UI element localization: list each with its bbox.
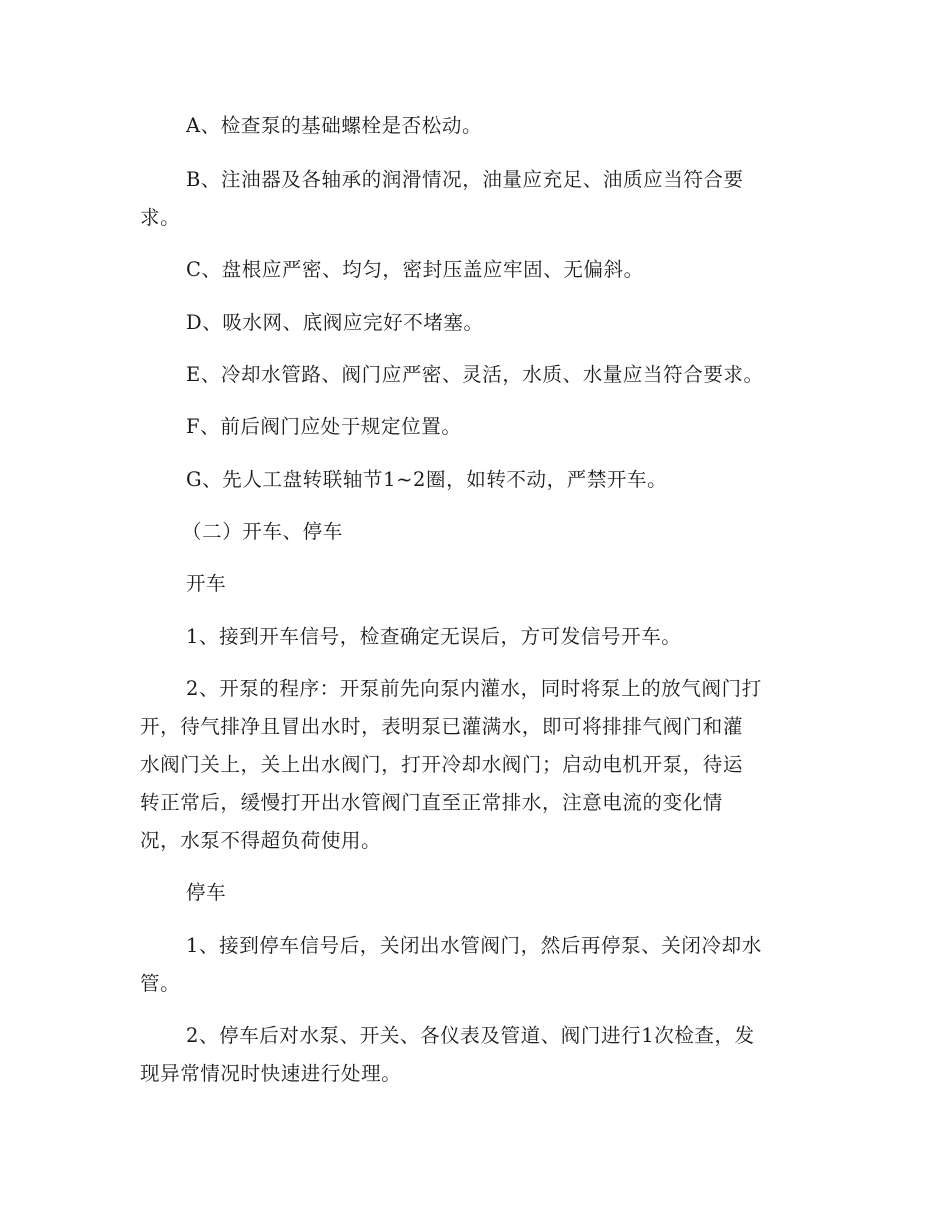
subheading-start: 开车	[186, 572, 227, 595]
stop-step-1: 1、接到停车信号后，关闭出水管阀门，然后再停泵、关闭冷却水	[186, 934, 762, 957]
check-item-b: B、注油器及各轴承的润滑情况，油量应充足、油质应当符合要	[186, 168, 744, 191]
section-heading-start-stop: （二）开车、停车	[182, 520, 343, 543]
start-step-2-line-5: 况，水泵不得超负荷使用。	[140, 829, 382, 852]
start-step-1: 1、接到开车信号，检查确定无误后，方可发信号开车。	[186, 625, 682, 648]
start-step-2: 2、开泵的程序：开泵前先向泵内灌水，同时将泵上的放气阀门打	[186, 677, 762, 700]
start-step-2-line-2: 开，待气排净且冒出水时，表明泵已灌满水，即可将排排气阀门和灌	[140, 715, 744, 738]
check-item-d: D、吸水网、底阀应完好不堵塞。	[186, 311, 484, 334]
check-item-c: C、盘根应严密、均匀，密封压盖应牢固、无偏斜。	[186, 258, 644, 281]
stop-step-1-continued: 管。	[140, 972, 181, 995]
stop-step-2: 2、停车后对水泵、开关、各仪表及管道、阀门进行1次检查，发	[186, 1024, 755, 1047]
check-item-a: A、检查泵的基础螺栓是否松动。	[186, 114, 483, 137]
check-item-b-continued: 求。	[140, 206, 181, 229]
start-step-2-line-3: 水阀门关上，关上出水阀门，打开冷却水阀门；启动电机开泵，待运	[140, 753, 744, 776]
subheading-stop: 停车	[186, 881, 227, 904]
check-item-g: G、先人工盘转联轴节1~2圈，如转不动，严禁开车。	[186, 468, 668, 491]
stop-step-2-continued: 现异常情况时快速进行处理。	[140, 1062, 402, 1085]
start-step-2-line-4: 转正常后，缓慢打开出水管阀门直至正常排水，注意电流的变化情	[140, 791, 723, 814]
check-item-f: F、前后阀门应处于规定位置。	[186, 415, 462, 438]
check-item-e: E、冷却水管路、阀门应严密、灵活，水质、水量应当符合要求。	[186, 363, 764, 386]
